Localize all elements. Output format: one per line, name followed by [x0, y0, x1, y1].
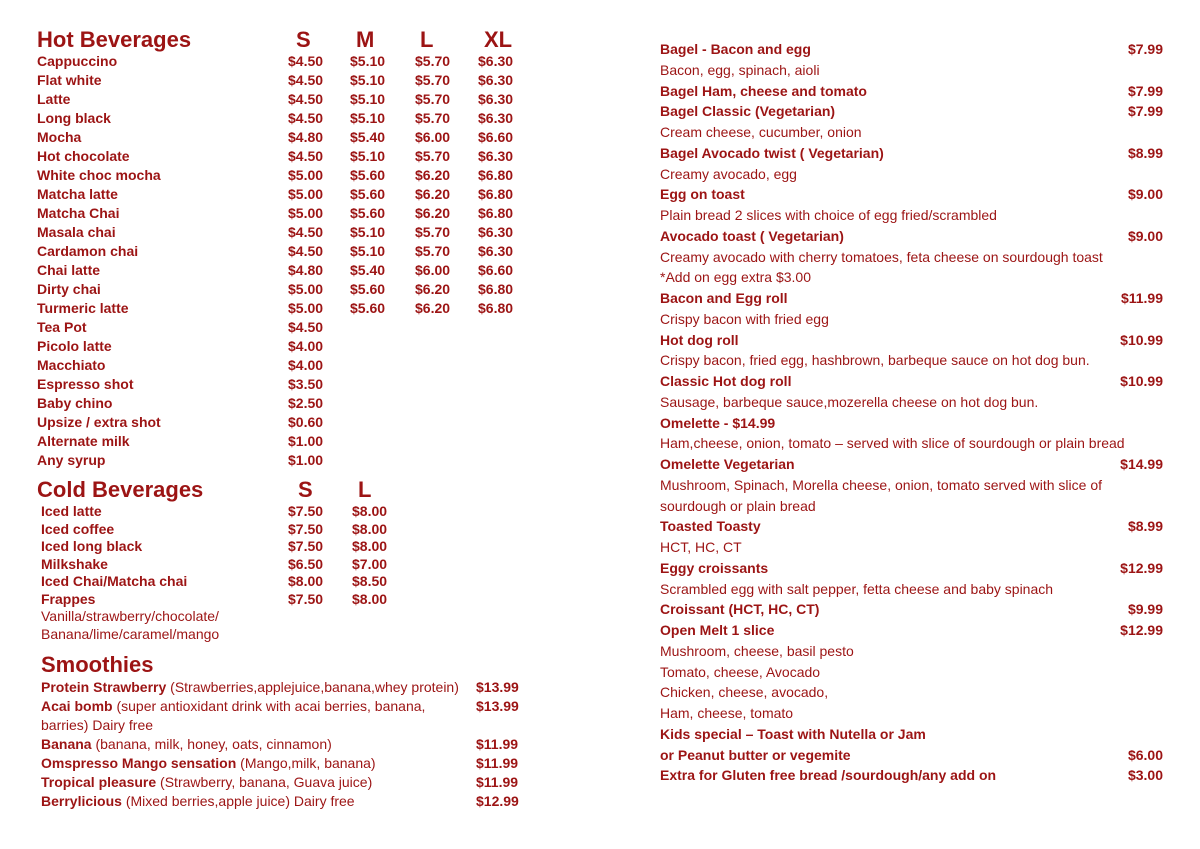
menu-item-name: Iced Chai/Matcha chai [41, 573, 188, 589]
smoothie-price: $11.99 [476, 774, 519, 790]
menu-item-price: $5.60 [350, 186, 386, 202]
menu-item-price: $5.70 [415, 110, 451, 126]
food-item-name: Bagel Classic (Vegetarian) [660, 103, 836, 120]
food-item-description: Mushroom, Spinach, Morella cheese, onion, tomato served with slice of [660, 476, 1102, 493]
food-item-name: Kids special – Toast with Nutella or Jam [660, 725, 926, 742]
food-item-description: *Add on egg extra $3.00 [660, 269, 812, 286]
menu-item-price: $8.00 [352, 520, 388, 537]
menu-item-price: $7.00 [352, 555, 388, 572]
menu-item-price: $4.00 [288, 338, 324, 354]
menu-item-price: $7.50 [288, 590, 324, 607]
menu-item-price: $6.30 [478, 224, 514, 240]
smoothie-item [41, 679, 459, 697]
frappe-flavours: Vanilla/strawberry/chocolate/ [41, 608, 219, 624]
smoothie-item [41, 755, 376, 773]
smoothie-description: (Strawberry, banana, Guava juice) [156, 774, 373, 790]
smoothie-price: $11.99 [476, 736, 519, 752]
food-item-price: $3.00 [1127, 767, 1163, 784]
menu-item-price: $4.50 [288, 243, 324, 259]
menu-item-name: Frappes [41, 590, 96, 607]
menu-item-price: $5.00 [288, 205, 324, 221]
menu-item-price: $6.80 [478, 205, 514, 221]
menu-item-price: $6.80 [478, 300, 514, 316]
menu-item-price: $5.10 [350, 91, 386, 107]
smoothie-price: $13.99 [476, 679, 519, 695]
food-item-description: Crispy bacon with fried egg [660, 310, 829, 327]
menu-item-price: $5.70 [415, 53, 451, 69]
smoothie-item [41, 736, 332, 754]
menu-item-name: Picolo latte [37, 338, 112, 354]
food-item-description: Chicken, cheese, avocado, [660, 684, 829, 701]
food-item-name: Croissant (HCT, HC, CT) [660, 601, 820, 618]
menu-item-price: $6.30 [478, 110, 514, 126]
food-item-price: $10.99 [1120, 373, 1163, 389]
menu-item-name: Latte [37, 91, 71, 107]
menu-item-price: $5.10 [350, 72, 386, 88]
food-item-description: Mushroom, cheese, basil pesto [660, 642, 854, 659]
menu-item-price: $5.40 [350, 129, 386, 145]
menu-item-price: $0.60 [288, 414, 324, 430]
menu-item-price: $5.70 [415, 224, 451, 240]
food-item-name: Hot dog roll [660, 331, 739, 348]
menu-item-price: $6.30 [478, 243, 514, 259]
menu-item-price: $5.70 [415, 91, 451, 107]
menu-item-name: Macchiato [37, 357, 106, 373]
menu-item-price: $8.00 [352, 590, 388, 607]
smoothie-description: barries) Dairy free [41, 717, 154, 733]
menu-item-name: Hot chocolate [37, 148, 130, 164]
smoothie-name: Berrylicious [41, 793, 122, 809]
menu-item-price: $5.10 [350, 243, 386, 259]
menu-item-name: Long black [37, 110, 111, 126]
food-item-description: Sausage, barbeque sauce,mozerella cheese on hot dog bun. [660, 393, 1039, 410]
food-item-name: Bagel - Bacon and egg [660, 41, 811, 57]
smoothie-item [41, 698, 425, 716]
food-item-description: sourdough or plain bread [660, 497, 816, 514]
section-title-cold-beverages: Cold Beverages [37, 477, 204, 502]
menu-item-price: $2.50 [288, 395, 324, 411]
food-item-name: Omelette Vegetarian [660, 456, 795, 472]
menu-item-price: $5.60 [350, 167, 386, 183]
food-item-description: Crispy bacon, fried egg, hashbrown, barbeque sauce on hot dog bun. [660, 352, 1090, 369]
food-item-price: $11.99 [1120, 290, 1163, 306]
menu-item-price: $5.10 [350, 224, 386, 240]
food-item-name: Open Melt 1 slice [660, 622, 775, 638]
menu-item-price: $5.00 [288, 167, 324, 183]
menu-item-price: $1.00 [288, 452, 324, 468]
food-item-price: $9.00 [1127, 227, 1163, 244]
menu-item-price: $4.80 [288, 262, 324, 278]
menu-item-price: $5.10 [350, 110, 386, 126]
menu-item-name: Masala chai [37, 224, 116, 240]
menu-item-price: $8.50 [352, 573, 388, 589]
food-item-price: $14.99 [1120, 456, 1163, 472]
food-item-price: $9.99 [1127, 601, 1163, 618]
menu-item-price: $5.70 [415, 243, 451, 259]
menu-item-name: Matcha Chai [37, 205, 120, 221]
menu-item-price: $5.00 [288, 281, 324, 297]
food-item-description: Ham, cheese, tomato [660, 705, 794, 721]
menu-item-name: Tea Pot [37, 319, 87, 335]
menu-item-price: $6.50 [288, 555, 324, 572]
menu-item-price: $4.50 [288, 148, 324, 164]
menu-item-name: Iced latte [41, 503, 102, 519]
smoothie-price: $13.99 [476, 698, 519, 714]
menu-item-name: Baby chino [37, 395, 113, 411]
menu-item-price: $6.80 [478, 167, 514, 183]
menu-item-name: Espresso shot [37, 376, 134, 392]
menu-item-price: $4.50 [288, 53, 324, 69]
menu-item-price: $6.60 [478, 129, 514, 145]
food-item-price: $7.99 [1127, 82, 1163, 99]
menu-item-price: $5.10 [350, 53, 386, 69]
menu-item-name: Matcha latte [37, 186, 118, 202]
menu-item-price: $7.50 [288, 538, 324, 554]
menu-item-price: $5.70 [415, 148, 451, 164]
food-item-price: $12.99 [1120, 559, 1163, 576]
smoothie-description: (super antioxidant drink with acai berries, banana, [112, 698, 426, 714]
menu-item-price: $4.50 [288, 224, 324, 240]
menu-item-price: $8.00 [352, 538, 388, 554]
smoothie-name: Protein Strawberry [41, 679, 167, 695]
menu-item-price: $6.00 [415, 129, 451, 145]
size-header-l: L [420, 27, 434, 52]
food-item-price: $7.99 [1127, 103, 1163, 120]
section-title-smoothies: Smoothies [41, 652, 154, 677]
menu-item-name: Cardamon chai [37, 243, 139, 259]
menu-item-name: Mocha [37, 129, 82, 145]
food-item-price: $8.99 [1127, 518, 1163, 535]
menu-item-price: $4.50 [288, 319, 324, 335]
menu-item-price: $6.30 [478, 53, 514, 69]
food-item-description: Creamy avocado with cherry tomatoes, feta cheese on sourdough toast [660, 248, 1103, 265]
food-item-name: Egg on toast [660, 186, 745, 203]
menu-item-price: $8.00 [352, 503, 388, 519]
size-header-s: S [296, 27, 311, 52]
food-item-price: $9.00 [1127, 186, 1163, 203]
smoothie-name: Omspresso Mango sensation [41, 755, 237, 771]
smoothie-description: (banana, milk, honey, oats, cinnamon) [91, 736, 332, 752]
food-item-price: $6.00 [1127, 746, 1163, 763]
smoothie-price: $11.99 [476, 755, 519, 771]
smoothie-name: Banana [41, 736, 92, 752]
menu-item-price: $5.00 [288, 300, 324, 316]
food-item-price: $7.99 [1127, 41, 1163, 57]
menu-item-name: Any syrup [37, 452, 106, 468]
menu-item-price: $5.40 [350, 262, 386, 278]
menu-item-price: $6.20 [415, 300, 451, 316]
food-item-name: Toasted Toasty [660, 518, 761, 535]
menu-item-name: Turmeric latte [37, 300, 129, 316]
size-header-xl: XL [484, 27, 513, 52]
menu-item-price: $5.60 [350, 205, 386, 221]
menu-item-price: $5.70 [415, 72, 451, 88]
food-item-description: Ham,cheese, onion, tomato – served with slice of sourdough or plain bread [660, 435, 1125, 452]
food-item-description: Cream cheese, cucumber, onion [660, 124, 862, 140]
menu-item-price: $6.80 [478, 186, 514, 202]
menu-item-price: $3.50 [288, 376, 324, 392]
menu-item-name: White choc mocha [37, 167, 161, 183]
menu-item-price: $7.50 [288, 503, 324, 519]
frappe-flavours: Banana/lime/caramel/mango [41, 626, 220, 642]
food-item-price: $10.99 [1120, 331, 1163, 348]
menu-item-price: $1.00 [288, 433, 324, 449]
food-item-name: Classic Hot dog roll [660, 373, 792, 389]
food-item-name: Bagel Avocado twist ( Vegetarian) [660, 144, 884, 161]
menu-item-price: $6.20 [415, 167, 451, 183]
smoothie-price: $12.99 [476, 793, 519, 809]
food-item-name: Extra for Gluten free bread /sourdough/any add on [660, 767, 997, 784]
food-item-name: Omelette - $14.99 [660, 414, 776, 431]
smoothie-description: (Mango,milk, banana) [236, 755, 376, 771]
size-header-l: L [358, 477, 372, 502]
food-item-name: or Peanut butter or vegemite [660, 746, 851, 763]
size-header-m: M [356, 27, 375, 52]
menu-item-name: Alternate milk [37, 433, 130, 449]
menu-item-price: $6.30 [478, 72, 514, 88]
smoothie-item [41, 793, 355, 811]
menu-item-price: $6.30 [478, 91, 514, 107]
food-item-description: Bacon, egg, spinach, aioli [660, 61, 820, 78]
food-item-description: Creamy avocado, egg [660, 165, 797, 182]
menu-item-name: Chai latte [37, 262, 101, 278]
smoothie-name: Tropical pleasure [41, 774, 157, 790]
menu-item-price: $5.60 [350, 281, 386, 297]
food-item-name: Avocado toast ( Vegetarian) [660, 227, 844, 244]
menu-item-price: $4.50 [288, 72, 324, 88]
menu-item-price: $7.50 [288, 520, 324, 537]
menu-item-price: $4.80 [288, 129, 324, 145]
smoothie-description: (Strawberries,applejuice,banana,whey protein) [166, 679, 459, 695]
menu-item-price: $4.50 [288, 91, 324, 107]
menu-item-price: $5.00 [288, 186, 324, 202]
menu-item-price: $6.30 [478, 148, 514, 164]
menu-item-name: Cappuccino [37, 53, 118, 69]
smoothie-description: (Mixed berries,apple juice) Dairy free [121, 793, 355, 809]
smoothie-name: Acai bomb [41, 698, 113, 714]
menu-item-price: $5.60 [350, 300, 386, 316]
menu-item-price: $6.20 [415, 205, 451, 221]
food-item-name: Eggy croissants [660, 559, 769, 576]
menu-item-price: $4.00 [288, 357, 324, 373]
food-item-description: Scrambled egg with salt pepper, fetta cheese and baby spinach [660, 580, 1054, 597]
menu-item-name: Dirty chai [37, 281, 101, 297]
size-header-s: S [298, 477, 313, 502]
menu-item-name: Upsize / extra shot [37, 414, 161, 430]
menu-item-price: $6.20 [415, 281, 451, 297]
food-item-name: Bagel Ham, cheese and tomato [660, 82, 867, 99]
menu-item-price: $4.50 [288, 110, 324, 126]
food-item-price: $12.99 [1120, 622, 1163, 638]
smoothie-item [41, 774, 372, 792]
menu-item-name: Iced long black [41, 538, 143, 554]
food-item-name: Bacon and Egg roll [660, 290, 788, 306]
section-title-hot-beverages: Hot Beverages [37, 27, 192, 52]
menu-item-price: $8.00 [288, 573, 324, 589]
food-item-description: Tomato, cheese, Avocado [660, 663, 821, 680]
menu-item-name: Iced coffee [41, 520, 115, 537]
menu-item-price: $5.10 [350, 148, 386, 164]
menu-item-name: Flat white [37, 72, 102, 88]
menu-item-price: $6.00 [415, 262, 451, 278]
food-item-description: HCT, HC, CT [660, 539, 742, 555]
food-item-description: Plain bread 2 slices with choice of egg fried/scrambled [660, 207, 997, 223]
food-item-price: $8.99 [1127, 144, 1163, 161]
menu-item-price: $6.20 [415, 186, 451, 202]
menu-item-price: $6.60 [478, 262, 514, 278]
menu-item-price: $6.80 [478, 281, 514, 297]
menu-item-name: Milkshake [41, 555, 108, 572]
